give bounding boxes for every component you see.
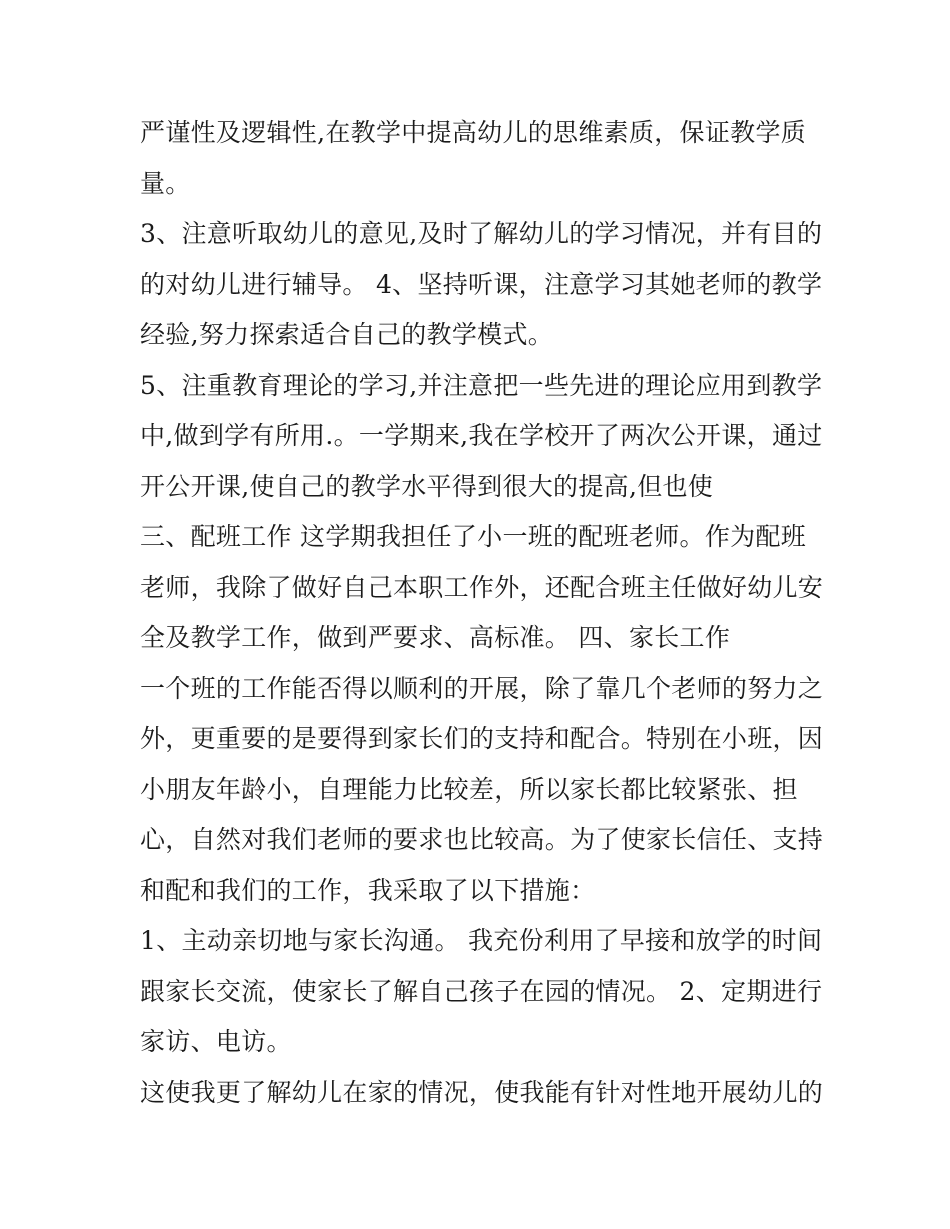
text-line: 老师，我除了做好自己本职工作外，还配合班主任做好幼儿安 <box>140 572 824 602</box>
text-line: 和配和我们的工作，我采取了以下措施： <box>140 875 596 905</box>
text-line: 心，自然对我们老师的要求也比较高。为了使家长信任、支持 <box>140 825 824 854</box>
text-line: 5、注重教育理论的学习,并注意把一些先进的理论应用到教学 <box>140 370 823 400</box>
text-line: 的对幼儿进行辅导。 4、坚持听课，注意学习其她老师的教学 <box>140 269 823 299</box>
text-line: 这使我更了解幼儿在家的情况，使我能有针对性地开展幼儿的 <box>140 1077 824 1107</box>
text-line: 中,做到学有所用.。一学期来,我在学校开了两次公开课，通过 <box>140 421 823 450</box>
text-line: 小朋友年龄小，自理能力比较差，所以家长都比较紧张、担 <box>140 774 798 804</box>
text-line: 3、注意听取幼儿的意见,及时了解幼儿的学习情况，并有目的 <box>140 219 823 248</box>
text-line: 开公开课,使自己的教学水平得到很大的提高,但也使 <box>140 471 714 501</box>
text-line: 严谨性及逻辑性,在教学中提高幼儿的思维素质，保证教学质 <box>140 118 807 147</box>
text-line: 跟家长交流，使家长了解自己孩子在园的情况。 2、定期进行 <box>140 976 823 1006</box>
text-line: 经验,努力探索适合自己的教学模式。 <box>140 320 554 349</box>
body-text <box>140 108 824 1118</box>
text-line: 全及教学工作，做到严要求、高标准。 四、家长工作 <box>140 623 731 652</box>
text-line: 家访、电访。 <box>140 1027 292 1056</box>
text-line: 一个班的工作能否得以顺利的开展，除了靠几个老师的努力之 <box>140 673 824 703</box>
text-line: 1、主动亲切地与家长沟通。 我充份利用了早接和放学的时间 <box>140 926 823 955</box>
text-line: 外，更重要的是要得到家长们的支持和配合。特别在小班，因 <box>140 724 824 753</box>
text-line: 三、配班工作 这学期我担任了小一班的配班老师。作为配班 <box>140 522 807 551</box>
text-line: 量。 <box>140 168 191 198</box>
